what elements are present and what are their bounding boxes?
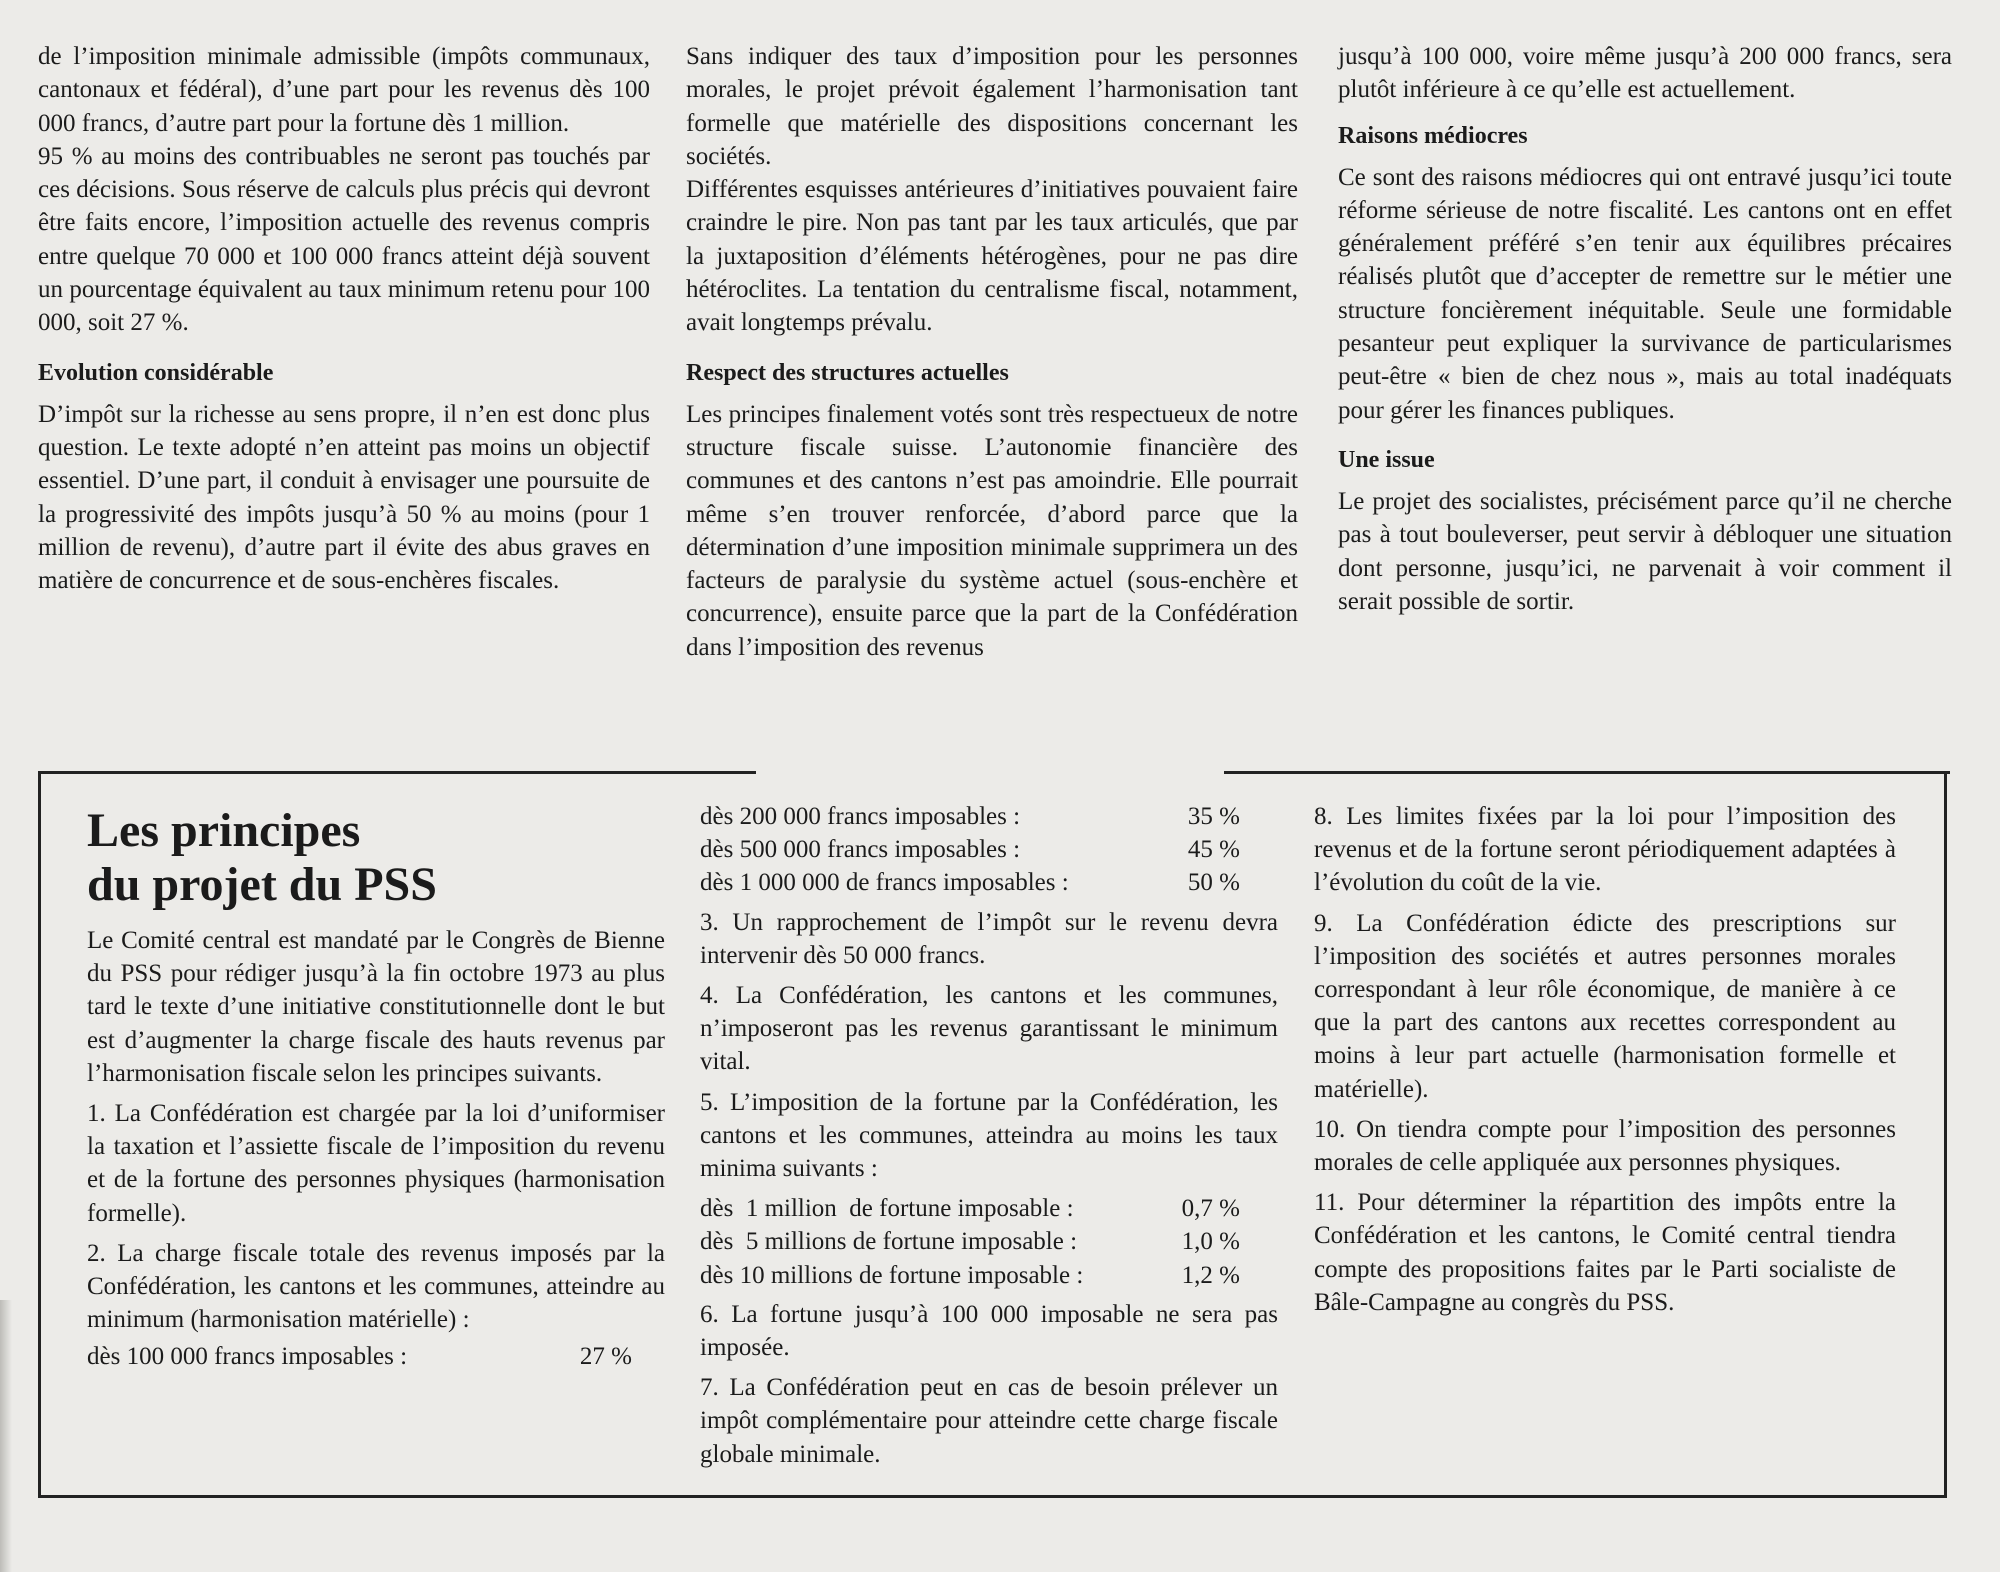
rate-value: 27 % [579, 1343, 632, 1371]
paragraph: de l’imposition minimale admissible (impôts communaux, cantonaux et fédéral), d’une part pour les revenus dès 100 000 francs, d’autre part pour la fortune dès 1 million. [38, 43, 650, 137]
box-intro: Le Comité central est mandaté par le Congrès de Bienne du PSS pour rédiger jusqu’à la fin octobre 1973 au plus tard le texte d’une initiative constitutionnelle dont le but est d’augmenter la charge fiscale des hauts revenus par l’harmonisation fiscale selon les principes suivants. [87, 927, 665, 1087]
rate-label: dès 10 millions de fortune imposable : [700, 1261, 1084, 1289]
paragraph: Sans indiquer des taux d’imposition pour les personnes morales, le projet prévoit également l’harmonisation tant formelle que matérielle des dispositions concernant les sociétés. [686, 43, 1298, 170]
rate-label: dès 1 million de fortune imposable : [700, 1195, 1074, 1223]
principle-item: 4. La Confédération, les cantons et les communes, n’imposeront pas les revenus garantissant le minimum vital. [700, 982, 1278, 1076]
paragraph: jusqu’à 100 000, voire même jusqu’à 200 000 francs, sera plutôt inférieure à ce qu’elle est actuellement. [1338, 43, 1952, 104]
rate-row [700, 1225, 1240, 1258]
rate-row [700, 1259, 1240, 1292]
principle-item: 2. La charge fiscale totale des revenus imposés par la Confédération, les cantons et les communes, atteindre au minimum (harmonisation matérielle) : [87, 1239, 665, 1334]
paragraph: Différentes esquisses antérieures d’initiatives pouvaient faire craindre le pire. Non pas tant par les taux articulés, que par la juxtaposition d’éléments hétérogènes, pour ne pas dire hétéroclites. La tentation du centralisme fiscal, notamment, avait longtemps prévalu. [686, 176, 1298, 337]
rate-value: 1,2 % [1181, 1261, 1240, 1289]
section-heading: Evolution considérable [38, 359, 274, 386]
box-title-line-1: Les principes [87, 804, 361, 857]
principle-item: 5. L’imposition de la fortune par la Confédération, les cantons et les communes, atteindra au moins les taux minima suivants : [700, 1088, 1278, 1183]
rate-value: 45 % [1187, 836, 1240, 864]
principle-item: 1. La Confédération est chargée par la loi d’uniformiser la taxation et l’assiette fiscale de l’imposition du revenu et de la fortune des personnes physiques (harmonisation formelle). [87, 1100, 665, 1227]
principle-item: 7. La Confédération peut en cas de besoin prélever un impôt complémentaire pour atteindre cette charge fiscale globale minimale. [700, 1374, 1278, 1468]
rate-label: dès 1 000 000 de francs imposables : [700, 869, 1069, 897]
rate-label: dès 100 000 francs imposables : [87, 1343, 408, 1371]
box-column-2 [700, 800, 1278, 1478]
rate-row [700, 866, 1240, 899]
box-title-line-2: du projet du PSS [87, 858, 437, 911]
rate-label: dès 5 millions de fortune imposable : [700, 1228, 1078, 1256]
principle-item: 8. Les limites fixées par la loi pour l’imposition des revenus et de la fortune seront périodiquement adaptées à l’évolution du coût de la vie. [1314, 803, 1896, 897]
rate-value: 50 % [1187, 869, 1240, 897]
paragraph: Ce sont des raisons médiocres qui ont entravé jusqu’ici toute réforme sérieuse de notre fiscalité. Les cantons ont en effet généralement préféré s’en tenir aux équilibres précaires réalisés plutôt que d’accepter de remettre sur le métier une structure foncièrement inéquitable. Seule une formidable pesanteur peut expliquer la survivance de particularismes peut-être « bien de chez nous », mais au total inadéquats pour gérer les finances publiques. [1338, 163, 1952, 424]
scan-shadow [0, 1300, 12, 1572]
section-heading: Respect des structures actuelles [686, 359, 1009, 386]
principle-item: 10. On tiendra compte pour l’imposition des personnes morales de celle appliquée aux personnes physiques. [1314, 1115, 1896, 1177]
rate-row [700, 833, 1240, 866]
rate-value: 35 % [1187, 803, 1240, 830]
rate-label: dès 500 000 francs imposables : [700, 836, 1021, 864]
box-column-1 [87, 800, 665, 1374]
principle-item: 3. Un rapprochement de l’impôt sur le revenu devra intervenir dès 50 000 francs. [700, 908, 1278, 969]
rate-value: 1,0 % [1181, 1228, 1240, 1256]
principle-item: 11. Pour déterminer la répartition des impôts entre la Confédération et les cantons, le Comité central tiendra compte des propositions faites par le Parti socialiste de Bâle-Campagne au congrès du PSS. [1314, 1189, 1896, 1316]
paragraph: D’impôt sur la richesse au sens propre, il n’en est donc plus question. Le texte adopté n’en atteint pas moins un objectif essentiel. D’une part, il conduit à envisager une poursuite de la progressivité des impôts jusqu’à 50 % au moins (pour 1 million de revenu), d’autre part il évite des abus graves en matière de concurrence et de sous-enchères fiscales. [38, 400, 650, 595]
rate-value: 0,7 % [1181, 1195, 1240, 1223]
principle-item: 6. La fortune jusqu’à 100 000 imposable ne sera pas imposée. [700, 1300, 1278, 1362]
rate-row [700, 800, 1240, 833]
section-heading: Une issue [1338, 446, 1435, 473]
article-column-2 [686, 40, 1298, 664]
section-heading: Raisons médiocres [1338, 122, 1528, 149]
rate-row [700, 1192, 1240, 1225]
paragraph: Le projet des socialistes, précisément parce qu’il ne cherche pas à tout bouleverser, peut servir à débloquer une situation dont personne, jusqu’ici, ne parvenait à voir comment il serait possible de sortir. [1338, 487, 1952, 615]
rate-row [87, 1340, 632, 1373]
principle-item: 9. La Confédération édicte des prescriptions sur l’imposition des sociétés et autres personnes morales correspondant à leur rôle économique, de manière à ce que la part des cantons aux recettes correspondent au moins à leur part actuelle (harmonisation formelle et matérielle). [1314, 909, 1896, 1103]
rate-label: dès 200 000 francs imposables : [700, 803, 1021, 830]
article-column-1 [38, 40, 650, 597]
article-column-3 [1338, 40, 1952, 618]
box-column-3 [1314, 800, 1896, 1326]
paragraph: 95 % au moins des contribuables ne seront pas touchés par ces décisions. Sous réserve de calculs plus précis qui devront être faits encore, l’imposition actuelle des revenus compris entre quelque 70 000 et 100 000 francs atteint déjà souvent un pourcentage équivalent au taux minimum retenu pour 100 000, soit 27 %. [38, 142, 650, 337]
box-title [87, 804, 665, 912]
paragraph: Les principes finalement votés sont très respectueux de notre structure fiscale suisse. L’autonomie financière des communes et des cantons n’est pas amoindrie. Elle pourrait même s’en trouver renforcée, d’abord parce que la détermination d’une imposition minimale supprimera un des facteurs de paralysie du système actuel (sous-enchère et concurrence), ensuite parce que la part de la Confédération dans l’imposition des revenus [686, 400, 1298, 661]
